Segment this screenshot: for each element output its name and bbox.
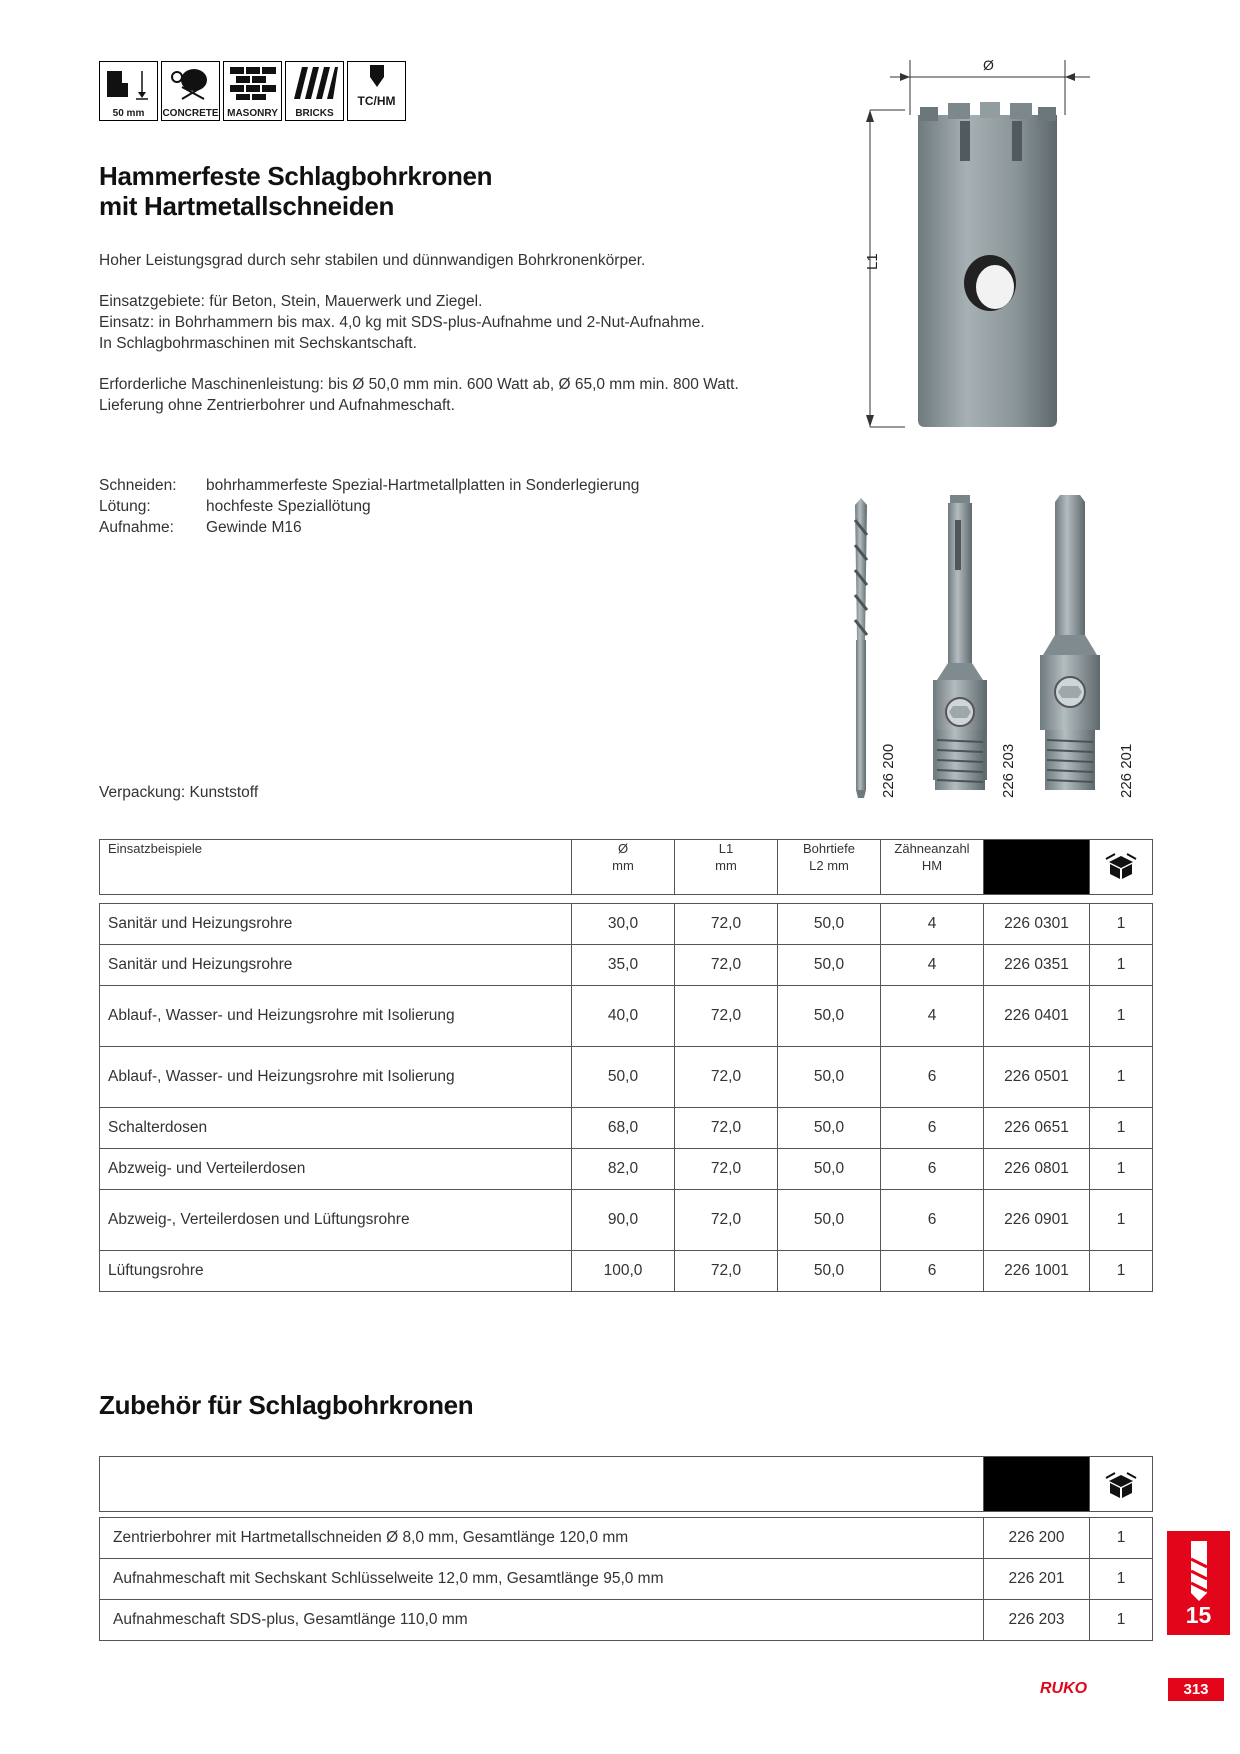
page-number: 313 [1168, 1678, 1224, 1701]
power-line-2: Lieferung ohne Zentrierbohrer und Aufnahmeschaft. [99, 397, 455, 414]
cell-diameter: 40,0 [572, 986, 675, 1047]
cell-quantity: 1 [1090, 1600, 1153, 1641]
cell-diameter: 100,0 [572, 1251, 675, 1292]
cell-use: Schalterdosen [100, 1108, 572, 1149]
cell-quantity: 1 [1090, 1108, 1153, 1149]
cell-diameter: 90,0 [572, 1190, 675, 1251]
main-table-header [99, 839, 1153, 895]
cell-article-number: 226 0901 [984, 1190, 1090, 1251]
cell-teeth: 4 [881, 945, 984, 986]
table-row [100, 1047, 1153, 1108]
cell-article-number: 226 0651 [984, 1108, 1090, 1149]
sds-plus-shank-image [933, 495, 987, 790]
cell-description: Zentrierbohrer mit Hartmetallschneiden Ø 8,0 mm, Gesamtlänge 120,0 mm [100, 1518, 984, 1559]
header-teeth: Zähneanzahl HM [881, 840, 984, 895]
properties-list [99, 475, 799, 538]
tc-hm-icon [347, 61, 406, 121]
tc-hm-label: TC/HM [357, 94, 396, 108]
header-package [1090, 840, 1153, 895]
cell-quantity: 1 [1090, 1047, 1153, 1108]
bricks-icon [285, 61, 344, 121]
accessory-code-label: 226 200 [880, 743, 897, 798]
cell-diameter: 82,0 [572, 1149, 675, 1190]
masonry-label: MASONRY [227, 108, 278, 119]
cell-depth: 50,0 [778, 945, 881, 986]
cell-teeth: 4 [881, 904, 984, 945]
table-row [100, 986, 1153, 1047]
title-line-1: Hammerfeste Schlagbohrkronen [99, 161, 493, 191]
cell-use: Abzweig-, Verteilerdosen und Lüftungsrohre [100, 1190, 572, 1251]
masonry-icon [223, 61, 282, 121]
cell-l1: 72,0 [675, 1108, 778, 1149]
bricks-label: BRICKS [295, 108, 334, 119]
cell-depth: 50,0 [778, 1190, 881, 1251]
table-row [100, 945, 1153, 986]
header-description [100, 1457, 984, 1512]
usage-line-1: Einsatzgebiete: für Beton, Stein, Mauerwerk und Ziegel. [99, 293, 483, 310]
cell-diameter: 35,0 [572, 945, 675, 986]
table-row [100, 1251, 1153, 1292]
table-row [100, 904, 1153, 945]
cell-l1: 72,0 [675, 1190, 778, 1251]
cell-l1: 72,0 [675, 986, 778, 1047]
header-package [1090, 1457, 1153, 1512]
cell-depth: 50,0 [778, 986, 881, 1047]
cell-article-number: 226 203 [984, 1600, 1090, 1641]
cell-article-number: 226 0401 [984, 986, 1090, 1047]
cell-depth: 50,0 [778, 904, 881, 945]
brand-logo: RUKO [1040, 1680, 1088, 1697]
hex-shank-image [1040, 495, 1100, 790]
cell-use: Ablauf-, Wasser- und Heizungsrohre mit Isolierung [100, 1047, 572, 1108]
cell-use: Abzweig- und Verteilerdosen [100, 1149, 572, 1190]
power-line-1: Erforderliche Maschinenleistung: bis Ø 50,0 mm min. 600 Watt ab, Ø 65,0 mm min. 800 Watt. [99, 376, 739, 393]
cell-teeth: 6 [881, 1251, 984, 1292]
header-depth: Bohrtiefe L2 mm [778, 840, 881, 895]
cell-diameter: 68,0 [572, 1108, 675, 1149]
cell-quantity: 1 [1090, 1251, 1153, 1292]
cell-l1: 72,0 [675, 904, 778, 945]
accessories-table-header [99, 1456, 1153, 1512]
cell-depth: 50,0 [778, 1251, 881, 1292]
property-key: Lötung: [99, 498, 151, 515]
package-box-icon [1105, 852, 1137, 880]
cell-diameter: 30,0 [572, 904, 675, 945]
cell-l1: 72,0 [675, 1047, 778, 1108]
cell-use: Lüftungsrohre [100, 1251, 572, 1292]
table-row [100, 1518, 1153, 1559]
cell-l1: 72,0 [675, 1251, 778, 1292]
cell-teeth: 4 [881, 986, 984, 1047]
cell-l1: 72,0 [675, 1149, 778, 1190]
chapter-number: 15 [1185, 1602, 1212, 1628]
usage-line-3: In Schlagbohrmaschinen mit Sechskantschaft. [99, 335, 417, 352]
cell-quantity: 1 [1090, 986, 1153, 1047]
property-value: Gewinde M16 [206, 519, 302, 536]
cell-article-number: 226 1001 [984, 1251, 1090, 1292]
header-article-number [984, 840, 1090, 895]
header-article-number [984, 1457, 1090, 1512]
cell-depth: 50,0 [778, 1108, 881, 1149]
cell-article-number: 226 200 [984, 1518, 1090, 1559]
table-row [100, 1108, 1153, 1149]
property-row [99, 496, 799, 517]
concrete-label: CONCRETE [162, 108, 219, 119]
cell-quantity: 1 [1090, 1518, 1153, 1559]
packaging-text: Verpackung: Kunststoff [99, 784, 259, 801]
cell-quantity: 1 [1090, 1149, 1153, 1190]
header-use: Einsatzbeispiele [100, 840, 572, 895]
cell-quantity: 1 [1090, 1559, 1153, 1600]
cell-l1: 72,0 [675, 945, 778, 986]
accessories-table [99, 1517, 1153, 1641]
cell-quantity: 1 [1090, 904, 1153, 945]
package-box-icon [1105, 1471, 1137, 1499]
cell-depth: 50,0 [778, 1047, 881, 1108]
cell-description: Aufnahmeschaft mit Sechskant Schlüsselweite 12,0 mm, Gesamtlänge 95,0 mm [100, 1559, 984, 1600]
cell-use: Ablauf-, Wasser- und Heizungsrohre mit Isolierung [100, 986, 572, 1047]
concrete-mixer-icon [161, 61, 220, 121]
diameter-label: Ø [983, 57, 994, 73]
depth-label: 50 mm [112, 108, 145, 119]
table-row [100, 1149, 1153, 1190]
cell-teeth: 6 [881, 1108, 984, 1149]
cell-article-number: 226 0801 [984, 1149, 1090, 1190]
accessory-code-label: 226 201 [1118, 743, 1135, 798]
cell-depth: 50,0 [778, 1149, 881, 1190]
drill-bit-icon [1179, 1539, 1219, 1603]
title-line-2: mit Hartmetallschneiden [99, 191, 395, 221]
cell-use: Sanitär und Heizungsrohre [100, 904, 572, 945]
table-row [100, 1190, 1153, 1251]
product-title [99, 161, 492, 221]
property-row [99, 517, 799, 538]
property-row [99, 475, 799, 496]
cell-teeth: 6 [881, 1190, 984, 1251]
header-diameter: Ø mm [572, 840, 675, 895]
accessory-code-label: 226 203 [1000, 743, 1017, 798]
cell-teeth: 6 [881, 1149, 984, 1190]
cell-quantity: 1 [1090, 945, 1153, 986]
property-value: bohrhammerfeste Spezial-Hartmetallplatten in Sonderlegierung [206, 477, 640, 494]
table-row [100, 1600, 1153, 1641]
centering-drill-image [855, 498, 867, 798]
property-value: hochfeste Speziallötung [206, 498, 371, 515]
cell-description: Aufnahmeschaft SDS-plus, Gesamtlänge 110,0 mm [100, 1600, 984, 1641]
header-l1: L1 mm [675, 840, 778, 895]
cell-article-number: 226 0501 [984, 1047, 1090, 1108]
cell-quantity: 1 [1090, 1190, 1153, 1251]
cell-article-number: 226 0301 [984, 904, 1090, 945]
depth-50mm-icon [99, 61, 158, 121]
intro-text: Hoher Leistungsgrad durch sehr stabilen und dünnwandigen Bohrkronenkörper. [99, 252, 646, 269]
property-key: Schneiden: [99, 477, 177, 494]
cell-diameter: 50,0 [572, 1047, 675, 1108]
length-label: L1 [864, 253, 881, 270]
property-key: Aufnahme: [99, 519, 174, 536]
accessories-title: Zubehör für Schlagbohrkronen [99, 1390, 474, 1420]
chapter-tab[interactable] [1167, 1531, 1230, 1635]
application-icons [99, 61, 406, 121]
table-row [100, 1559, 1153, 1600]
cell-article-number: 226 201 [984, 1559, 1090, 1600]
usage-line-2: Einsatz: in Bohrhammern bis max. 4,0 kg mit SDS-plus-Aufnahme und 2-Nut-Aufnahme. [99, 314, 705, 331]
cell-article-number: 226 0351 [984, 945, 1090, 986]
main-table [99, 903, 1153, 1292]
cell-use: Sanitär und Heizungsrohre [100, 945, 572, 986]
core-drill-drawing [850, 55, 1100, 440]
cell-teeth: 6 [881, 1047, 984, 1108]
description [99, 250, 799, 416]
